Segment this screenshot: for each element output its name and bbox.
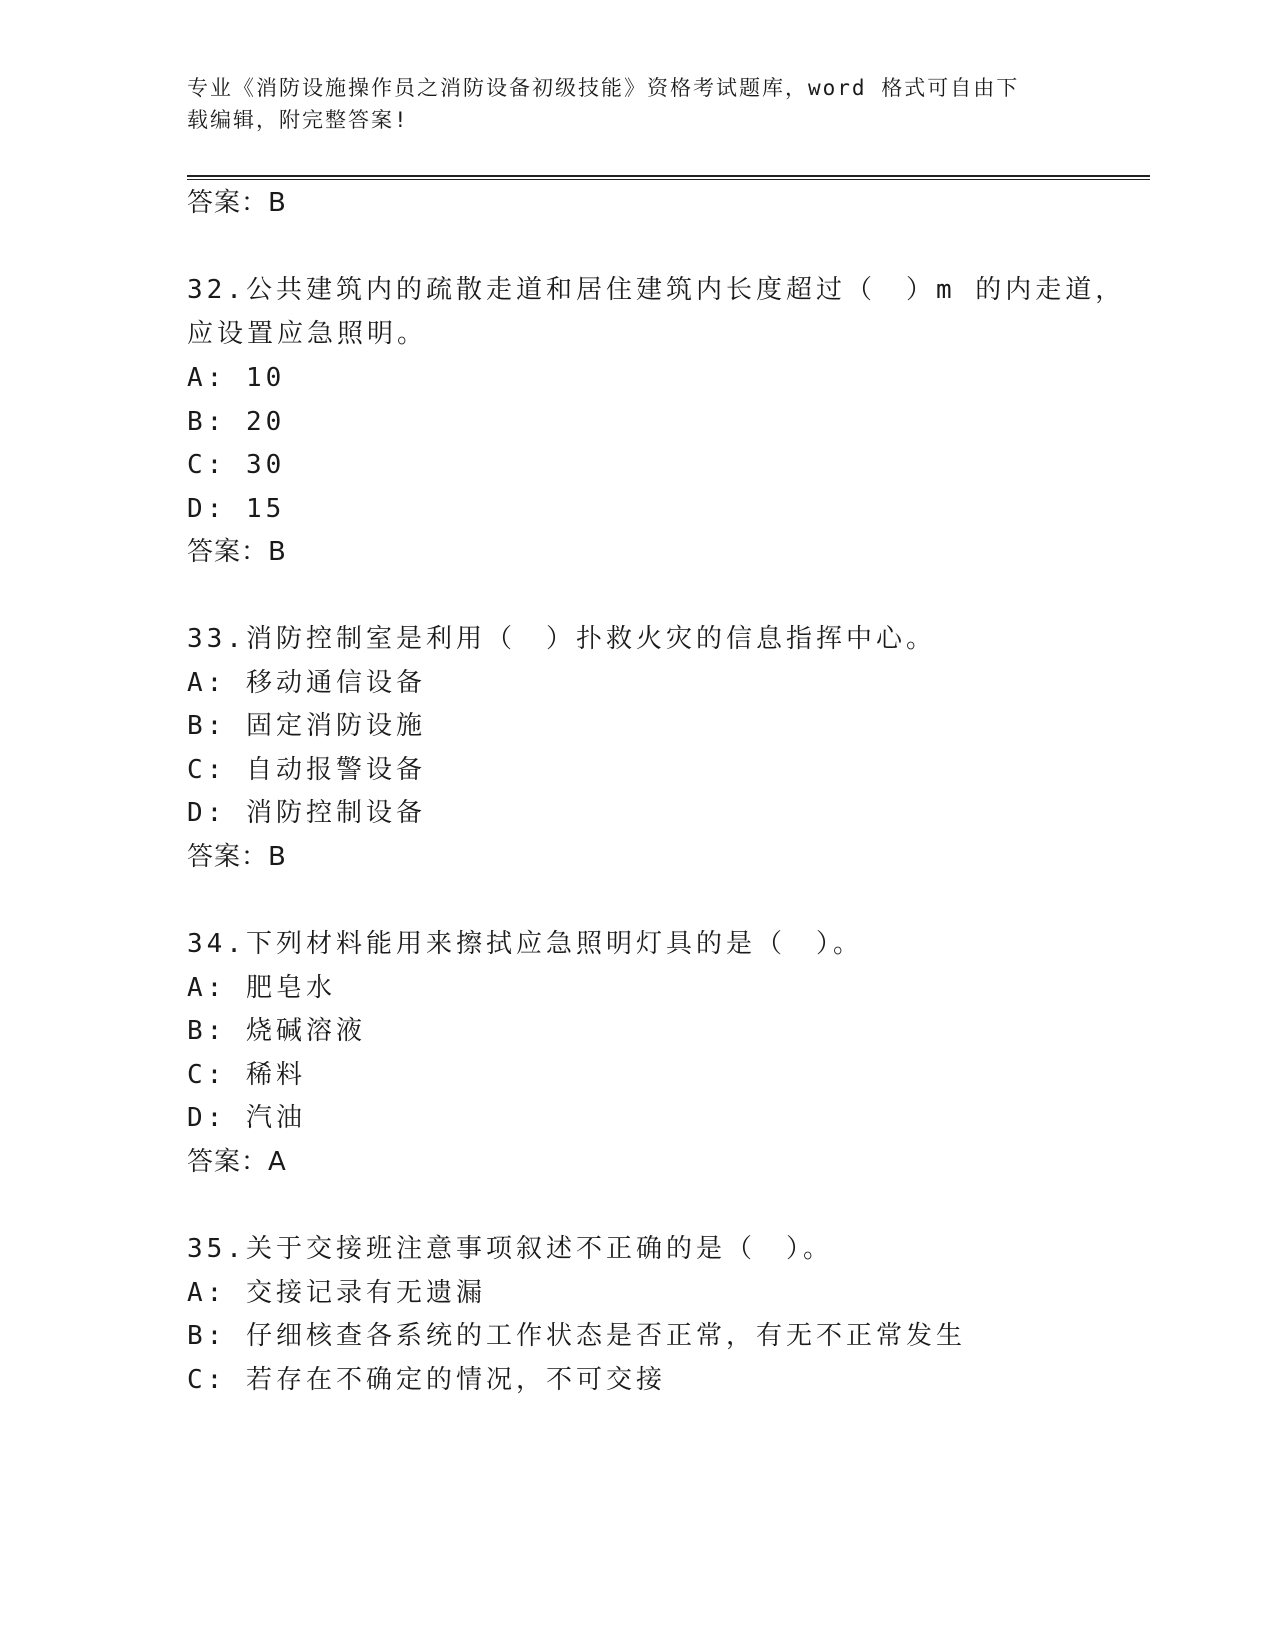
question-35-stem: 35.关于交接班注意事项叙述不正确的是（ ）。 — [187, 1234, 833, 1264]
question-34-option-b: B: 烧碱溶液 — [187, 1016, 366, 1046]
question-32-option-b: B: 20 — [187, 407, 286, 437]
header-line-1: 专业《消防设施操作员之消防设备初级技能》资格考试题库，word 格式可自由下 — [187, 76, 1020, 100]
question-32-stem: 32.公共建筑内的疏散走道和居住建筑内长度超过（ ）m 的内走道， — [187, 275, 1126, 305]
question-34-stem: 34.下列材料能用来擦拭应急照明灯具的是（ ）。 — [187, 929, 863, 959]
question-33-answer: 答案：B — [187, 842, 287, 872]
header-divider — [187, 175, 1150, 180]
question-33-option-b: B: 固定消防设施 — [187, 711, 426, 741]
question-33-option-d: D: 消防控制设备 — [187, 798, 426, 828]
question-32-stem-cont: 应设置应急照明。 — [187, 319, 428, 349]
question-35-option-a: A: 交接记录有无遗漏 — [187, 1278, 486, 1308]
question-34-answer: 答案：A — [187, 1147, 287, 1177]
question-32-option-d: D: 15 — [187, 494, 286, 524]
question-33-option-a: A: 移动通信设备 — [187, 668, 426, 698]
previous-answer: 答案：B — [187, 188, 287, 218]
question-32-option-a: A: 10 — [187, 363, 286, 393]
question-34-option-a: A: 肥皂水 — [187, 973, 336, 1003]
question-34-option-c: C: 稀料 — [187, 1060, 306, 1090]
question-32-answer: 答案：B — [187, 537, 287, 567]
question-34-option-d: D: 汽油 — [187, 1103, 306, 1133]
question-32-option-c: C: 30 — [187, 450, 286, 480]
question-33-stem: 33.消防控制室是利用（ ）扑救火灾的信息指挥中心。 — [187, 624, 936, 654]
document-header — [187, 72, 1067, 136]
header-line-2: 载编辑，附完整答案! — [187, 108, 409, 132]
question-35-option-c: C: 若存在不确定的情况，不可交接 — [187, 1365, 666, 1395]
question-35-option-b: B: 仔细核查各系统的工作状态是否正常，有无不正常发生 — [187, 1321, 966, 1351]
question-33-option-c: C: 自动报警设备 — [187, 755, 426, 785]
